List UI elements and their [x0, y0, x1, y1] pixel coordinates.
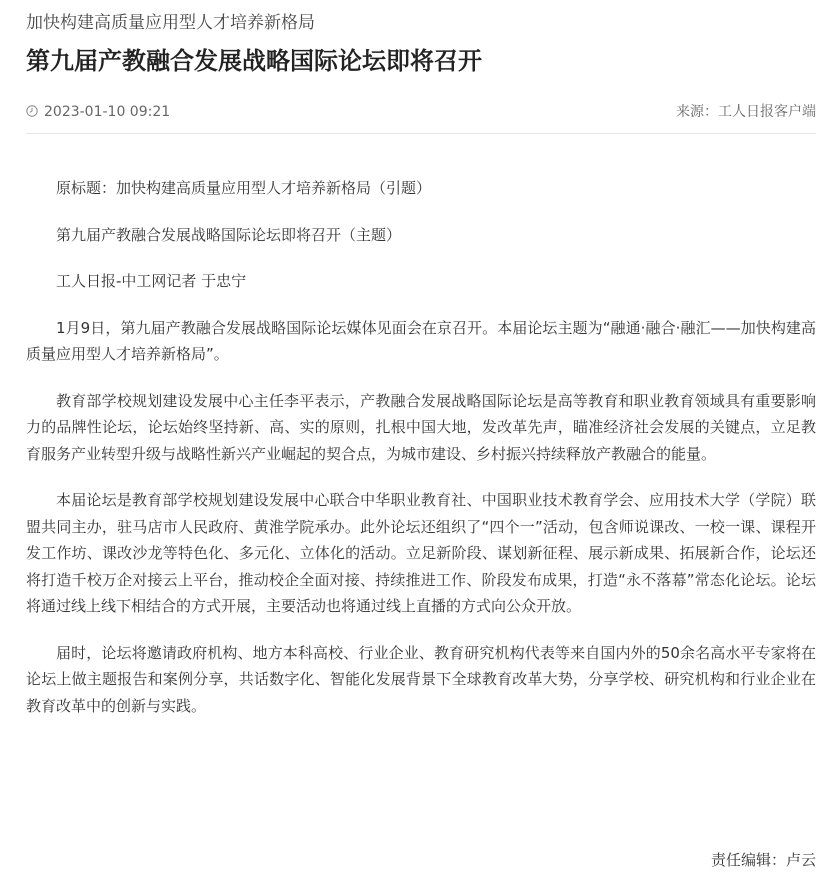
- clock-icon: [26, 105, 38, 117]
- paragraph: 教育部学校规划建设发展中心主任李平表示，产教融合发展战略国际论坛是高等教育和职业教育领域具有重要影响力的品牌性论坛，论坛始终坚持新、高、实的原则，扎根中国大地，发改革先声，瞄准经济社会发展的关键点，立足教育服务产业转型升级与战略性新兴产业崛起的契合点，为城市建设、乡村振兴持续释放产教融合的能量。: [26, 391, 816, 463]
- publish-time-text: 2023-01-10 09:21: [44, 104, 171, 120]
- paragraph: 届时，论坛将邀请政府机构、地方本科高校、行业企业、教育研究机构代表等来自国内外的50余名高水平专家将在论坛上做主题报告和案例分享，共话数字化、智能化发展背景下全球教育改革大势，分享学校、研究机构和行业企业在教育改革中的创新与实践。: [26, 643, 816, 715]
- paragraph-main-title: 第九届产教融合发展战略国际论坛即将召开（主题）: [56, 225, 402, 244]
- paragraph: 1月9日，第九届产教融合发展战略国际论坛媒体见面会在京召开。本届论坛主题为“融通·融合·融汇——加快构建高质量应用型人才培养新格局”。: [26, 318, 816, 363]
- publish-time: [26, 101, 170, 123]
- responsible-editor: 责任编辑：卢云: [710, 851, 816, 869]
- article-body: [26, 175, 816, 739]
- header-divider: [26, 133, 816, 134]
- paragraph-original-title: 原标题：加快构建高质量应用型人才培养新格局（引题）: [56, 179, 432, 197]
- paragraph-byline: 工人日报-中工网记者 于忠宁: [56, 272, 247, 290]
- paragraph: 本届论坛是教育部学校规划建设发展中心联合中华职业教育社、中国职业技术教育学会、应用技术大学（学院）联盟共同主办，驻马店市人民政府、黄淮学院承办。此外论坛还组织了“四个一”活动，包含师说课改、一校一课、课程开发工作坊、课改沙龙等特色化、多元化、立体化的活动。立足新阶段、谋划新征程、展示新成果、拓展新合作，论坛还将打造千校万企对接云上平台，推动校企全面对接、持续推进工作、阶段发布成果，打造“永不落幕”常态化论坛。论坛将通过线上线下相结合的方式开展，主要活动也将通过线上直播的方式向公众开放。: [26, 491, 816, 615]
- article-meta: [26, 101, 816, 123]
- article-headline: 第九届产教融合发展战略国际论坛即将召开: [26, 47, 482, 75]
- article-subheadline: 加快构建高质量应用型人才培养新格局: [26, 13, 315, 33]
- article-source: 来源：工人日报客户端: [676, 104, 816, 120]
